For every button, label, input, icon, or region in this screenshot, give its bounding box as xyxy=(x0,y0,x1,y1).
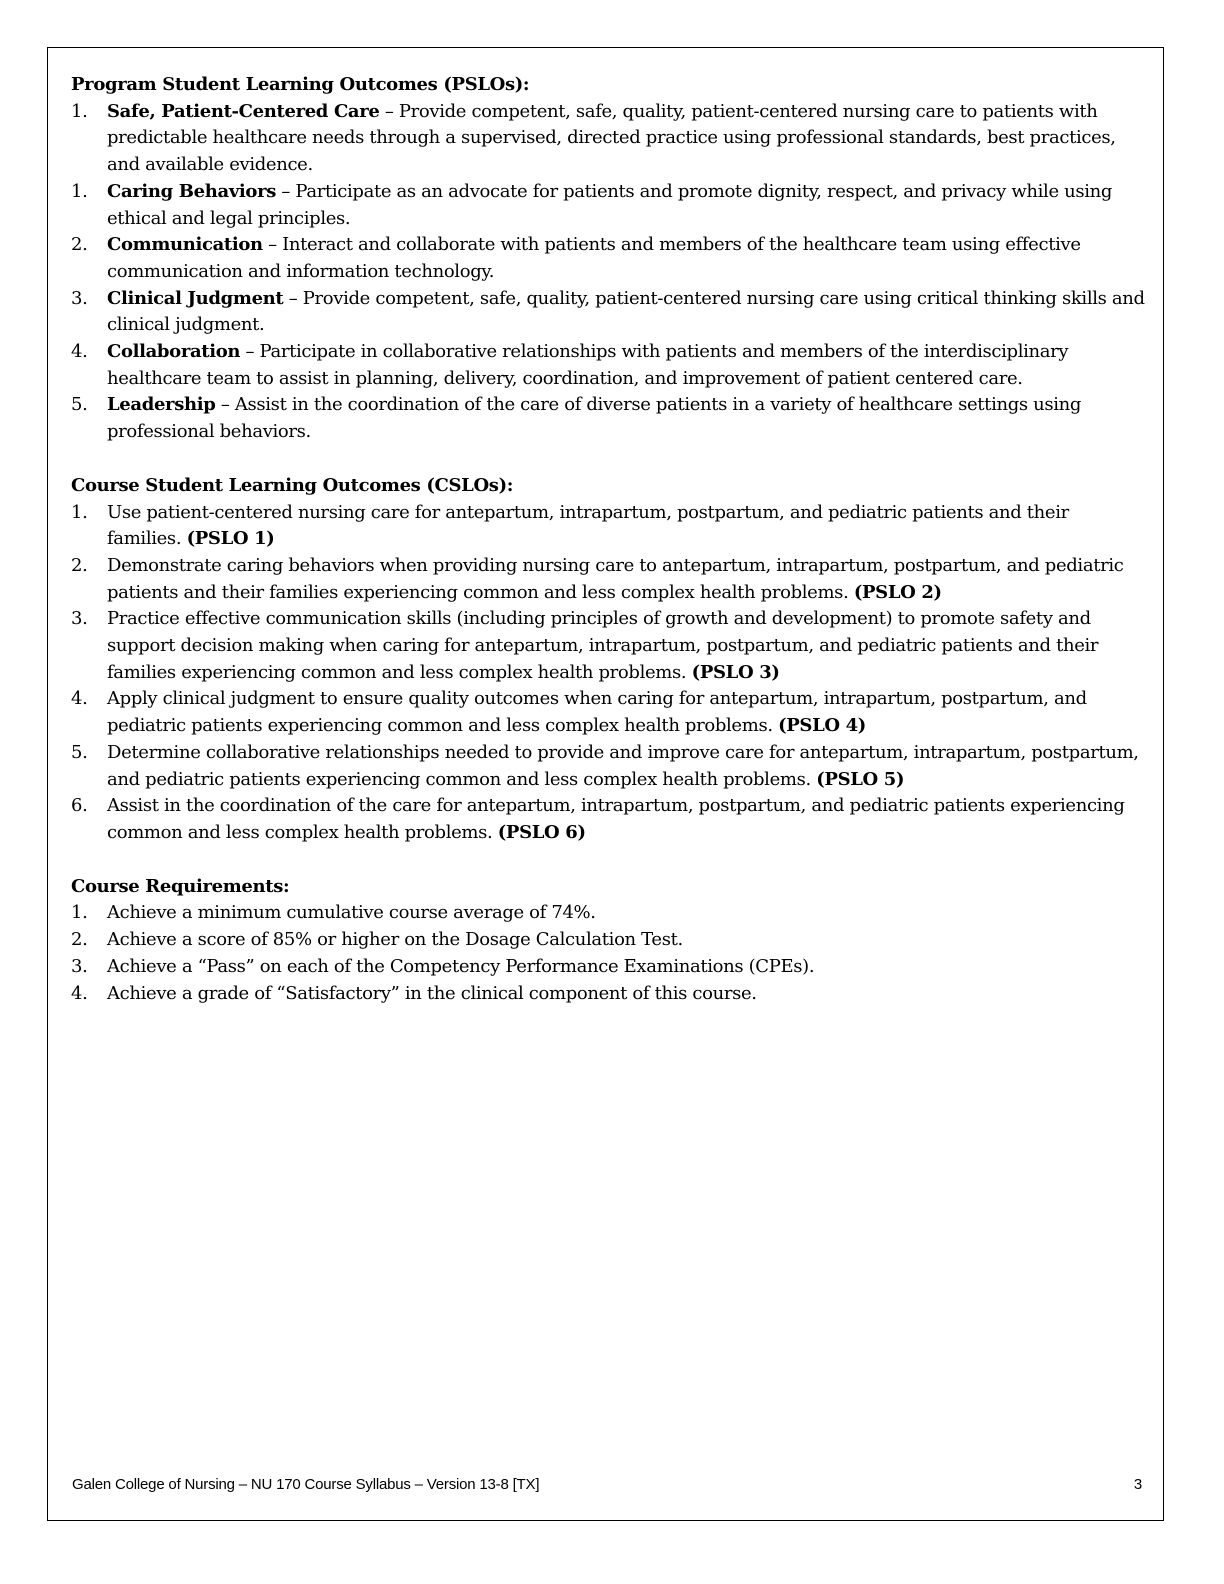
pslo-item xyxy=(71,286,1146,339)
requirements-heading: Course Requirements: xyxy=(71,875,290,897)
item-text: Apply clinical judgment to ensure quality outcomes when caring for antepartum, intrapartum, postpartum, and pediatric patients experiencing common and less complex health problems. xyxy=(107,688,1087,737)
item-text: – Assist in the coordination of the care of diverse patients in a variety of healthcare settings using professional behaviors. xyxy=(107,394,1082,443)
cslo-heading: Course Student Learning Outcomes (CSLOs): xyxy=(71,474,514,496)
item-text: Demonstrate caring behaviors when providing nursing care to antepartum, intrapartum, postpartum, and pediatric patients and their families experiencing common and less complex health problems. xyxy=(107,554,1124,603)
item-text: Use patient-centered nursing care for antepartum, intrapartum, postpartum, and pediatric patients and their families. xyxy=(107,501,1069,550)
item-text: – Interact and collaborate with patients and members of the healthcare team using effective communication and information technology. xyxy=(107,234,1081,282)
pslo-reference: (PSLO 6) xyxy=(497,821,586,843)
cslo-item xyxy=(71,553,1146,606)
requirement-item xyxy=(71,954,1146,981)
item-text: – Participate as an advocate for patients and promote dignity, respect, and privacy while using ethical and legal principles. xyxy=(107,180,1113,229)
item-text: Determine collaborative relationships needed to provide and improve care for antepartum, intrapartum, postpartum, and pediatric patients experiencing common and less complex health problems. xyxy=(107,741,1139,790)
requirement-item xyxy=(71,900,1146,927)
document-body xyxy=(71,72,1146,1007)
item-text: Achieve a grade of “Satisfactory” in the clinical component of this course. xyxy=(107,982,757,1004)
cslo-item xyxy=(71,500,1146,553)
cslo-item xyxy=(71,793,1146,846)
item-number: 1. xyxy=(71,501,88,523)
cslo-item xyxy=(71,686,1146,739)
item-number: 1. xyxy=(71,100,88,122)
item-number: 1. xyxy=(71,902,88,924)
item-number: 2. xyxy=(71,554,88,576)
pslo-item xyxy=(71,179,1146,232)
pslo-item xyxy=(71,232,1146,285)
item-term: Safe, Patient-Centered Care xyxy=(107,100,380,122)
pslo-reference: (PSLO 5) xyxy=(816,768,905,790)
item-number: 4. xyxy=(71,688,88,710)
page-number: 3 xyxy=(1133,1476,1142,1493)
cslo-item xyxy=(71,606,1146,686)
pslo-reference: (PSLO 3) xyxy=(691,661,780,683)
footer-document-title: Galen College of Nursing – NU 170 Course Syllabus – Version 13-8 [TX] xyxy=(72,1476,540,1493)
item-text: – Provide competent, safe, quality, patient-centered nursing care to patients with predictable healthcare needs through a supervised, directed practice using professional standards, best practices, and available evidence. xyxy=(107,100,1116,176)
pslo-reference: (PSLO 2) xyxy=(853,581,942,603)
item-text: Practice effective communication skills (including principles of growth and development) to promote safety and support decision making when caring for antepartum, intrapartum, postpartum, and pediatric patients and their families experiencing common and less complex health problems. xyxy=(107,608,1099,683)
item-term: Collaboration xyxy=(107,341,241,363)
item-number: 2. xyxy=(71,929,88,951)
requirement-item xyxy=(71,981,1146,1008)
pslo-reference: (PSLO 1) xyxy=(186,528,275,550)
cslo-section xyxy=(71,473,1146,847)
item-number: 6. xyxy=(71,795,88,817)
item-number: 3. xyxy=(71,287,88,309)
cslo-list xyxy=(71,500,1146,847)
requirement-item xyxy=(71,927,1146,954)
item-text: Achieve a minimum cumulative course average of 74%. xyxy=(107,902,596,924)
item-number: 4. xyxy=(71,341,88,363)
requirements-section xyxy=(71,874,1146,1008)
item-term: Communication xyxy=(107,234,263,256)
pslo-section xyxy=(71,72,1146,446)
item-text: Assist in the coordination of the care for antepartum, intrapartum, postpartum, and pediatric patients experiencing common and less complex health problems. xyxy=(107,795,1125,843)
item-number: 1. xyxy=(71,180,88,202)
item-term: Clinical Judgment xyxy=(107,287,284,309)
item-term: Leadership xyxy=(107,394,216,416)
cslo-item xyxy=(71,740,1146,793)
item-text: – Provide competent, safe, quality, patient-centered nursing care using critical thinking skills and clinical judgment. xyxy=(107,287,1145,336)
pslo-reference: (PSLO 4) xyxy=(778,715,866,737)
item-number: 4. xyxy=(71,982,88,1004)
pslo-item xyxy=(71,392,1146,445)
pslo-item xyxy=(71,99,1146,179)
item-number: 2. xyxy=(71,234,88,256)
item-number: 3. xyxy=(71,608,88,630)
item-number: 3. xyxy=(71,955,88,977)
pslo-heading: Program Student Learning Outcomes (PSLOs): xyxy=(71,74,530,95)
requirements-list xyxy=(71,900,1146,1007)
item-number: 5. xyxy=(71,741,88,763)
item-text: Achieve a score of 85% or higher on the Dosage Calculation Test. xyxy=(107,929,683,951)
pslo-list xyxy=(71,99,1146,446)
item-text: – Participate in collaborative relationships with patients and members of the interdisciplinary healthcare team to assist in planning, delivery, coordination, and improvement of patient centered care. xyxy=(107,341,1069,389)
item-number: 5. xyxy=(71,394,88,416)
pslo-item xyxy=(71,339,1146,392)
item-text: Achieve a “Pass” on each of the Competency Performance Examinations (CPEs). xyxy=(107,955,815,977)
item-term: Caring Behaviors xyxy=(107,180,276,202)
